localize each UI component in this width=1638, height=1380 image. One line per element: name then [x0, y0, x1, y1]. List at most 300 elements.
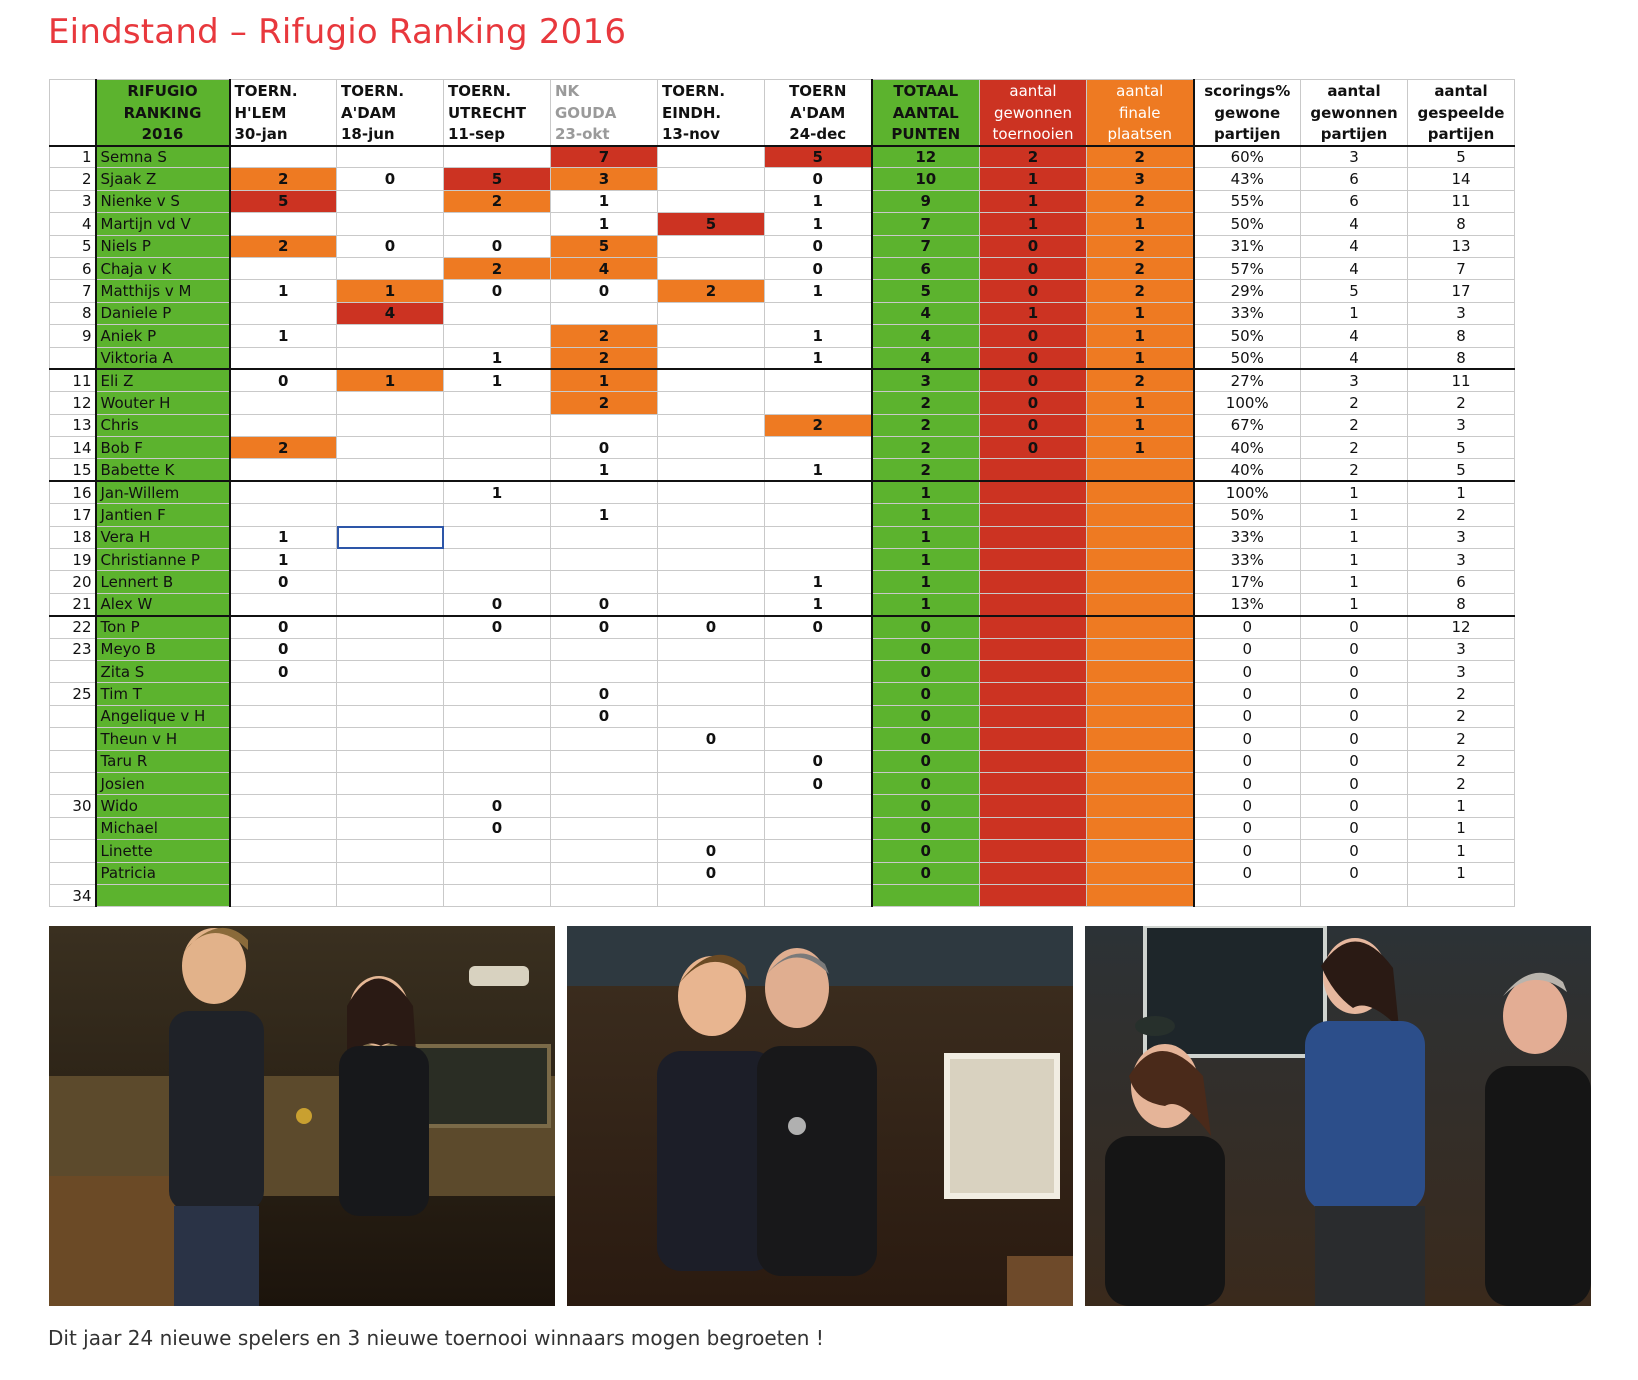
score-cell	[444, 728, 551, 750]
player-name-cell: Martijn vd V	[96, 213, 230, 235]
score-cell	[444, 392, 551, 414]
celebration-photo	[1085, 926, 1591, 1306]
header-cell: aantal	[1408, 80, 1515, 102]
total-points-cell: 0	[872, 683, 980, 705]
games-won-cell: 3	[1301, 369, 1408, 391]
score-cell: 5	[230, 190, 337, 212]
score-cell	[765, 302, 872, 324]
score-cell	[765, 728, 872, 750]
table-row	[50, 504, 1515, 526]
score-percentage-cell: 50%	[1194, 347, 1301, 369]
score-cell: 0	[444, 795, 551, 817]
total-points-cell	[872, 884, 980, 906]
score-cell: 0	[337, 168, 444, 190]
score-cell	[658, 750, 765, 772]
rank-cell: 18	[50, 526, 96, 548]
score-cell: 0	[337, 235, 444, 257]
total-points-cell: 2	[872, 414, 980, 436]
games-played-cell: 3	[1408, 414, 1515, 436]
score-percentage-cell: 43%	[1194, 168, 1301, 190]
games-won-cell: 0	[1301, 795, 1408, 817]
final-places-cell	[1087, 571, 1194, 593]
player-name-cell: Niels P	[96, 235, 230, 257]
player-name-cell: Chaja v K	[96, 257, 230, 279]
score-cell	[658, 660, 765, 682]
score-cell: 2	[444, 190, 551, 212]
games-played-cell: 1	[1408, 817, 1515, 839]
header-cell: NK	[551, 80, 658, 102]
rank-cell: 23	[50, 638, 96, 660]
games-won-cell: 0	[1301, 728, 1408, 750]
score-cell	[551, 660, 658, 682]
score-cell	[551, 549, 658, 571]
score-cell	[337, 190, 444, 212]
score-cell: 0	[230, 660, 337, 682]
games-played-cell: 2	[1408, 683, 1515, 705]
header-cell: A'DAM	[337, 102, 444, 124]
rank-cell: 13	[50, 414, 96, 436]
score-cell	[658, 817, 765, 839]
table-row	[50, 526, 1515, 548]
rank-cell: 11	[50, 369, 96, 391]
rank-cell: 1	[50, 146, 96, 168]
score-cell: 0	[765, 168, 872, 190]
score-percentage-cell: 0	[1194, 772, 1301, 794]
score-cell	[658, 884, 765, 906]
games-played-cell: 2	[1408, 392, 1515, 414]
header-cell: aantal	[1087, 80, 1194, 102]
table-row	[50, 481, 1515, 503]
games-won-cell: 0	[1301, 750, 1408, 772]
rank-cell: 16	[50, 481, 96, 503]
rank-cell: 5	[50, 235, 96, 257]
score-cell: 0	[551, 280, 658, 302]
total-points-cell: 0	[872, 750, 980, 772]
score-cell	[337, 526, 444, 548]
score-cell	[765, 660, 872, 682]
score-cell	[765, 481, 872, 503]
tournaments-won-cell	[980, 750, 1087, 772]
tournaments-won-cell	[980, 728, 1087, 750]
games-played-cell: 7	[1408, 257, 1515, 279]
tournaments-won-cell: 2	[980, 146, 1087, 168]
final-places-cell: 1	[1087, 437, 1194, 459]
final-places-cell	[1087, 504, 1194, 526]
medal-handover-photo	[49, 926, 555, 1306]
score-percentage-cell: 0	[1194, 638, 1301, 660]
games-won-cell: 1	[1301, 593, 1408, 615]
score-cell	[230, 593, 337, 615]
header-cell: gewonnen	[1301, 102, 1408, 124]
tournaments-won-cell: 1	[980, 302, 1087, 324]
score-cell: 2	[230, 168, 337, 190]
score-cell: 1	[551, 213, 658, 235]
header-cell: AANTAL	[872, 102, 980, 124]
tournaments-won-cell	[980, 481, 1087, 503]
rank-cell	[50, 660, 96, 682]
score-cell	[658, 235, 765, 257]
final-places-cell: 1	[1087, 414, 1194, 436]
score-cell	[658, 571, 765, 593]
score-cell	[658, 593, 765, 615]
score-percentage-cell: 57%	[1194, 257, 1301, 279]
player-name-cell: Aniek P	[96, 325, 230, 347]
score-cell: 2	[444, 257, 551, 279]
final-places-cell	[1087, 862, 1194, 884]
score-cell	[230, 795, 337, 817]
score-cell	[444, 146, 551, 168]
final-places-cell	[1087, 683, 1194, 705]
score-percentage-cell: 0	[1194, 862, 1301, 884]
score-cell: 4	[337, 302, 444, 324]
final-places-cell: 3	[1087, 168, 1194, 190]
header-cell: 24-dec	[765, 124, 872, 146]
score-cell: 0	[765, 750, 872, 772]
rank-cell: 21	[50, 593, 96, 615]
tournaments-won-cell: 0	[980, 325, 1087, 347]
score-cell: 3	[551, 168, 658, 190]
score-cell: 0	[444, 235, 551, 257]
total-points-cell: 2	[872, 392, 980, 414]
final-places-cell: 2	[1087, 280, 1194, 302]
rank-cell: 25	[50, 683, 96, 705]
games-won-cell: 2	[1301, 414, 1408, 436]
score-cell	[658, 459, 765, 481]
score-percentage-cell: 100%	[1194, 481, 1301, 503]
score-cell: 2	[551, 392, 658, 414]
games-won-cell: 4	[1301, 347, 1408, 369]
score-cell	[444, 437, 551, 459]
score-cell	[230, 392, 337, 414]
rank-cell: 30	[50, 795, 96, 817]
final-places-cell	[1087, 481, 1194, 503]
games-won-cell: 3	[1301, 146, 1408, 168]
table-row	[50, 347, 1515, 369]
score-cell	[337, 437, 444, 459]
score-percentage-cell: 0	[1194, 728, 1301, 750]
score-cell: 0	[551, 593, 658, 615]
header-cell	[50, 124, 96, 146]
games-won-cell: 0	[1301, 638, 1408, 660]
score-percentage-cell: 31%	[1194, 235, 1301, 257]
games-played-cell: 6	[1408, 571, 1515, 593]
table-row	[50, 817, 1515, 839]
score-cell	[444, 862, 551, 884]
score-percentage-cell: 67%	[1194, 414, 1301, 436]
table-row	[50, 459, 1515, 481]
final-places-cell	[1087, 884, 1194, 906]
score-percentage-cell: 50%	[1194, 213, 1301, 235]
header-cell: RIFUGIO	[96, 80, 230, 102]
rank-cell: 20	[50, 571, 96, 593]
ranking-table	[49, 79, 1515, 907]
table-row	[50, 549, 1515, 571]
total-points-cell: 12	[872, 146, 980, 168]
score-percentage-cell: 13%	[1194, 593, 1301, 615]
score-cell: 1	[551, 504, 658, 526]
score-cell	[658, 168, 765, 190]
player-name-cell: Sjaak Z	[96, 168, 230, 190]
tournaments-won-cell: 1	[980, 190, 1087, 212]
rank-cell	[50, 862, 96, 884]
games-played-cell: 1	[1408, 840, 1515, 862]
final-places-cell: 1	[1087, 347, 1194, 369]
games-played-cell: 3	[1408, 526, 1515, 548]
score-cell: 1	[444, 369, 551, 391]
score-percentage-cell: 33%	[1194, 549, 1301, 571]
header-cell: aantal	[980, 80, 1087, 102]
games-won-cell: 6	[1301, 190, 1408, 212]
score-cell: 1	[765, 347, 872, 369]
score-cell	[551, 526, 658, 548]
score-cell	[337, 459, 444, 481]
games-played-cell: 5	[1408, 459, 1515, 481]
final-places-cell: 1	[1087, 392, 1194, 414]
score-cell	[658, 772, 765, 794]
total-points-cell: 1	[872, 504, 980, 526]
score-percentage-cell: 55%	[1194, 190, 1301, 212]
tournaments-won-cell	[980, 795, 1087, 817]
score-cell	[337, 750, 444, 772]
tournaments-won-cell	[980, 772, 1087, 794]
table-row	[50, 146, 1515, 168]
table-row	[50, 257, 1515, 279]
total-points-cell: 4	[872, 347, 980, 369]
table-row	[50, 862, 1515, 884]
games-won-cell: 4	[1301, 257, 1408, 279]
total-points-cell: 0	[872, 772, 980, 794]
score-cell	[658, 414, 765, 436]
rank-cell: 14	[50, 437, 96, 459]
score-cell	[337, 347, 444, 369]
total-points-cell: 1	[872, 526, 980, 548]
score-cell: 0	[444, 280, 551, 302]
final-places-cell: 2	[1087, 190, 1194, 212]
score-cell	[658, 638, 765, 660]
total-points-cell: 1	[872, 481, 980, 503]
table-row	[50, 302, 1515, 324]
total-points-cell: 7	[872, 235, 980, 257]
header-cell: aantal	[1301, 80, 1408, 102]
score-cell: 1	[444, 481, 551, 503]
score-cell	[551, 840, 658, 862]
rank-cell	[50, 728, 96, 750]
table-row	[50, 660, 1515, 682]
score-cell: 0	[658, 728, 765, 750]
score-cell: 0	[230, 616, 337, 638]
header-cell: TOERN	[765, 80, 872, 102]
total-points-cell: 0	[872, 616, 980, 638]
header-cell	[50, 80, 96, 102]
score-cell: 0	[444, 616, 551, 638]
score-cell: 0	[658, 840, 765, 862]
score-percentage-cell: 40%	[1194, 459, 1301, 481]
score-cell: 5	[658, 213, 765, 235]
rank-cell: 4	[50, 213, 96, 235]
score-cell	[765, 840, 872, 862]
score-cell: 1	[444, 347, 551, 369]
score-cell	[765, 526, 872, 548]
score-cell: 2	[230, 235, 337, 257]
header-cell: TOERN.	[337, 80, 444, 102]
table-row	[50, 369, 1515, 391]
rank-cell: 7	[50, 280, 96, 302]
player-name-cell: Taru R	[96, 750, 230, 772]
games-won-cell: 1	[1301, 302, 1408, 324]
score-cell	[765, 884, 872, 906]
games-played-cell: 11	[1408, 369, 1515, 391]
table-row	[50, 705, 1515, 727]
score-cell	[230, 683, 337, 705]
games-played-cell: 2	[1408, 728, 1515, 750]
score-cell: 0	[765, 257, 872, 279]
score-cell	[658, 549, 765, 571]
score-percentage-cell	[1194, 884, 1301, 906]
score-cell	[230, 840, 337, 862]
tournaments-won-cell: 0	[980, 437, 1087, 459]
score-cell	[765, 504, 872, 526]
total-points-cell: 0	[872, 840, 980, 862]
tournaments-won-cell: 0	[980, 235, 1087, 257]
games-played-cell: 2	[1408, 750, 1515, 772]
games-played-cell: 11	[1408, 190, 1515, 212]
player-name-cell: Semna S	[96, 146, 230, 168]
score-cell: 1	[765, 213, 872, 235]
score-percentage-cell: 33%	[1194, 302, 1301, 324]
final-places-cell	[1087, 750, 1194, 772]
score-cell	[444, 302, 551, 324]
games-won-cell: 1	[1301, 526, 1408, 548]
table-row	[50, 884, 1515, 906]
score-percentage-cell: 0	[1194, 795, 1301, 817]
score-cell	[337, 795, 444, 817]
tournaments-won-cell	[980, 840, 1087, 862]
games-won-cell: 6	[1301, 168, 1408, 190]
games-played-cell: 5	[1408, 146, 1515, 168]
score-cell	[658, 190, 765, 212]
games-won-cell: 2	[1301, 392, 1408, 414]
games-played-cell: 8	[1408, 347, 1515, 369]
score-cell	[658, 683, 765, 705]
player-name-cell: Jan-Willem	[96, 481, 230, 503]
tournaments-won-cell	[980, 459, 1087, 481]
games-played-cell	[1408, 884, 1515, 906]
total-points-cell: 0	[872, 660, 980, 682]
table-row	[50, 772, 1515, 794]
tournaments-won-cell: 0	[980, 257, 1087, 279]
header-cell: plaatsen	[1087, 124, 1194, 146]
table-row	[50, 437, 1515, 459]
score-cell	[551, 750, 658, 772]
score-percentage-cell: 60%	[1194, 146, 1301, 168]
score-cell	[765, 705, 872, 727]
table-row	[50, 280, 1515, 302]
score-cell	[230, 213, 337, 235]
player-name-cell: Babette K	[96, 459, 230, 481]
score-cell	[551, 862, 658, 884]
score-cell	[551, 638, 658, 660]
score-cell: 0	[230, 369, 337, 391]
score-cell	[444, 571, 551, 593]
table-row	[50, 840, 1515, 862]
player-name-cell: Patricia	[96, 862, 230, 884]
score-cell	[444, 750, 551, 772]
header-cell: GOUDA	[551, 102, 658, 124]
score-cell	[230, 772, 337, 794]
score-cell	[551, 414, 658, 436]
score-cell: 0	[658, 862, 765, 884]
score-cell	[337, 660, 444, 682]
score-cell	[230, 817, 337, 839]
table-row	[50, 616, 1515, 638]
games-won-cell: 0	[1301, 862, 1408, 884]
score-cell: 0	[765, 616, 872, 638]
score-cell	[230, 504, 337, 526]
games-won-cell: 0	[1301, 683, 1408, 705]
rank-cell: 2	[50, 168, 96, 190]
score-cell	[444, 504, 551, 526]
rank-cell	[50, 347, 96, 369]
score-percentage-cell: 50%	[1194, 325, 1301, 347]
score-cell	[337, 705, 444, 727]
score-cell	[337, 728, 444, 750]
rank-cell: 12	[50, 392, 96, 414]
table-row	[50, 414, 1515, 436]
player-name-cell: Christianne P	[96, 549, 230, 571]
score-cell	[337, 638, 444, 660]
tournaments-won-cell	[980, 549, 1087, 571]
page-title: Eindstand – Rifugio Ranking 2016	[48, 12, 627, 52]
score-cell	[658, 481, 765, 503]
score-cell: 2	[765, 414, 872, 436]
score-cell: 1	[765, 593, 872, 615]
score-cell: 1	[765, 280, 872, 302]
tournaments-won-cell	[980, 616, 1087, 638]
score-cell	[444, 414, 551, 436]
games-won-cell: 1	[1301, 481, 1408, 503]
games-played-cell: 1	[1408, 481, 1515, 503]
tournaments-won-cell	[980, 683, 1087, 705]
score-cell: 1	[230, 325, 337, 347]
total-points-cell: 0	[872, 728, 980, 750]
header-cell: 18-jun	[337, 124, 444, 146]
score-cell	[658, 705, 765, 727]
score-percentage-cell: 0	[1194, 817, 1301, 839]
total-points-cell: 0	[872, 862, 980, 884]
games-played-cell: 3	[1408, 660, 1515, 682]
score-cell	[337, 392, 444, 414]
header-cell: 23-okt	[551, 124, 658, 146]
player-name-cell: Nienke v S	[96, 190, 230, 212]
score-cell	[658, 504, 765, 526]
tournaments-won-cell	[980, 817, 1087, 839]
rank-cell: 22	[50, 616, 96, 638]
score-cell	[444, 840, 551, 862]
games-played-cell: 2	[1408, 705, 1515, 727]
score-cell: 2	[658, 280, 765, 302]
score-cell: 0	[765, 235, 872, 257]
score-cell	[444, 772, 551, 794]
score-cell: 1	[551, 190, 658, 212]
rank-cell: 8	[50, 302, 96, 324]
score-cell	[551, 795, 658, 817]
score-cell	[337, 325, 444, 347]
score-cell	[658, 257, 765, 279]
player-name-cell: Meyo B	[96, 638, 230, 660]
score-percentage-cell: 0	[1194, 683, 1301, 705]
header-cell: finale	[1087, 102, 1194, 124]
player-name-cell: Jantien F	[96, 504, 230, 526]
